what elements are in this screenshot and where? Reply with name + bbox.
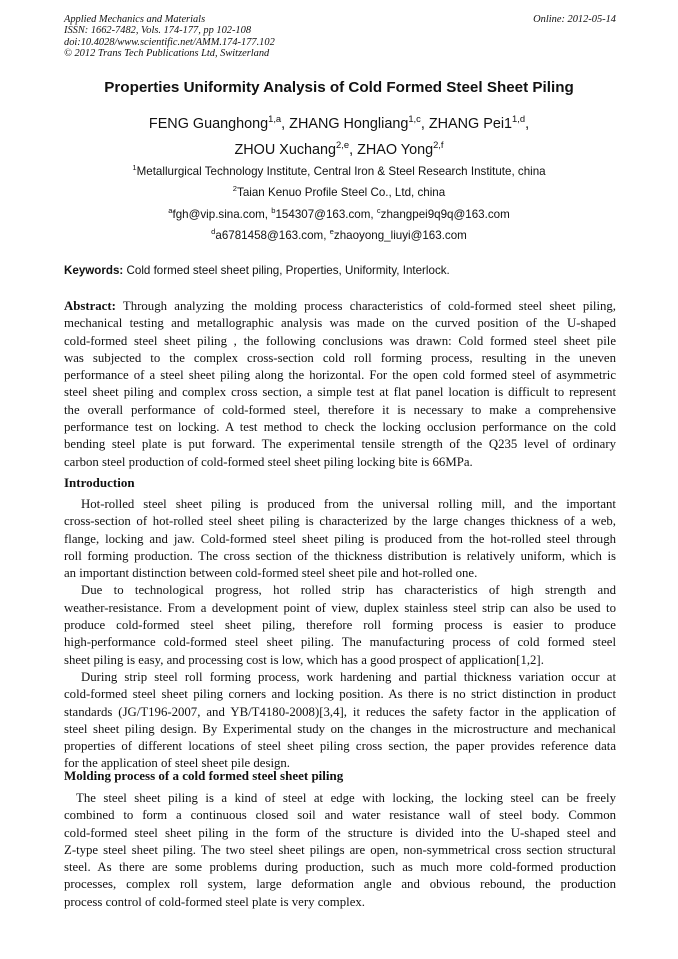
- doi-line: doi:10.4028/www.scientific.net/AMM.174-177.102: [64, 36, 275, 48]
- journal-name: Applied Mechanics and Materials: [64, 14, 206, 25]
- body-line: roll forming production. The cross section of the thickness distribution is relatively uniform, which is: [64, 548, 616, 563]
- running-header: [64, 14, 616, 60]
- abstract-label: Abstract:: [64, 299, 116, 313]
- body-line: cross-section of hot-rolled steel sheet piling is characterized by the large changes thickness of a web,: [64, 514, 616, 529]
- email-sup: a: [168, 206, 173, 215]
- body-line: standards (JG/T196-2007, and YB/T4180-2008)[3,4], it reduces the safety factor in the application of: [64, 704, 616, 719]
- molding-body: [64, 790, 616, 911]
- keywords-text: Cold formed steel sheet piling, Properties, Uniformity, Interlock.: [123, 264, 450, 277]
- body-line: for the application of steel sheet pile design.: [64, 756, 291, 771]
- author-name: ZHAO Yong: [357, 142, 434, 158]
- abstract-line: performance test on locking. A test method to check the locking occlusion performance on the cold: [64, 420, 616, 435]
- email-sup: d: [211, 227, 216, 236]
- affiliation-sup: 1: [132, 163, 137, 172]
- introduction-body: [64, 496, 616, 773]
- affiliation-text: Metallurgical Technology Institute, Central Iron & Steel Research Institute, china: [136, 165, 546, 178]
- author-line-1: FENG Guanghong$^{1,a}$, ZHANG Hongliang$^{1,c}$, ZHANG Pei1$^{1,d}$,: [148, 113, 530, 132]
- author-sup: 1,a: [268, 113, 282, 124]
- abstract: [64, 298, 616, 471]
- body-line: produce cold-formed steel sheet piling, therefore roll forming process is easier to produce: [64, 618, 616, 633]
- body-line: properties of different locations of steel sheet piling cross section, the paper provides reference data: [64, 739, 616, 754]
- email-address: 154307@163.com,: [275, 208, 377, 221]
- abstract-line: was subjected to the complex cross-section cold roll forming process, resulting in the uneven: [64, 350, 616, 365]
- email-sup: c: [376, 206, 381, 215]
- keywords-label: Keywords:: [64, 264, 124, 277]
- author-name: ZHOU Xuchang: [234, 142, 337, 158]
- body-line: process control of cold-formed steel plate is very complex.: [64, 894, 365, 909]
- body-line: processes, complex roll system, large deformation angle and obvious rebound, the production: [64, 877, 616, 892]
- issn-line: ISSN: 1662-7482, Vols. 174-177, pp 102-108: [64, 25, 252, 37]
- body-line: cold-formed steel sheet piling in the form of the structure is divided into the U-shaped steel and: [64, 825, 616, 840]
- body-line: high-performance cold-formed steel sheet piling. The manufacturing process of cold formed steel: [64, 635, 616, 650]
- body-line: weather-resistance. From a development point of view, duplex stainless steel strip can also be used to: [64, 600, 616, 615]
- affiliation-text: Taian Kenuo Profile Steel Co., Ltd, china: [237, 186, 446, 199]
- body-line: flange, locking and jaw. Cold-formed steel sheet piling is produced from the hot-rolled steel through: [64, 531, 616, 546]
- author-sup: 1,c: [408, 113, 421, 124]
- section-heading-molding: Molding process of a cold formed steel sheet piling: [64, 768, 344, 783]
- author-name: FENG Guanghong: [148, 116, 269, 132]
- body-line: combined to form a continuous closed soil and water resistance wall of steel body. Common: [64, 808, 616, 823]
- section-heading-introduction: Introduction: [64, 475, 135, 490]
- body-line: steel. As there are some problems during production, such as much more cold-formed production: [64, 860, 616, 875]
- body-line: steel sheet piling design. By Experimental study on the changes in the microstructure and mechanical: [64, 721, 616, 736]
- affiliation-sup: 2: [232, 184, 238, 193]
- paper-title: Properties Uniformity Analysis of Cold Formed Steel Sheet Piling: [104, 79, 574, 96]
- body-line: The steel sheet piling is a kind of steel at edge with locking, the locking steel can be freely: [76, 791, 616, 805]
- affiliation-2: [40, 186, 638, 200]
- keywords: [64, 264, 616, 278]
- author-list: [40, 111, 638, 163]
- body-line: During strip steel roll forming process, work hardening and partial thickness variation occur at: [81, 669, 616, 684]
- email-address: fgh@vip.sina.com,: [172, 208, 272, 221]
- email-address: zhaoyong_liuyi@163.com: [333, 229, 467, 242]
- author-line-2: ZHOU Xuchang$^{2,e}$, ZHAO Yong$^{2,f}$: [234, 139, 444, 158]
- affiliation-1: [40, 165, 638, 179]
- body-line: sheet piling is easy, and processing cost is low, which has a good prospect of application[1,2].: [64, 652, 544, 667]
- abstract-line-text: Through analyzing the molding process characteristics of cold-formed steel sheet piling,: [115, 299, 616, 313]
- body-line: Due to technological progress, hot rolled strip has characteristics of high strength and: [81, 583, 616, 598]
- body-line: Hot-rolled steel sheet piling is produced from the universal rolling mill, and the important: [81, 497, 616, 511]
- email-sup: e: [329, 227, 334, 236]
- online-date: Online: 2012-05-14: [533, 14, 616, 25]
- abstract-line: cold-formed steel sheet piling , the following conclusions was drawn: Cold formed steel sheet pile: [64, 333, 616, 348]
- abstract-line: steel sheet piling and complex cross section, a simple test at flat panel location is difficult to represent: [64, 385, 616, 400]
- email-line-2: [40, 229, 638, 243]
- email-address: a6781458@163.com,: [215, 229, 330, 242]
- author-sup: 2,e: [336, 139, 350, 150]
- abstract-line: mechanical testing and metallographic analysis was made on the curved position of the U-shaped: [64, 316, 616, 331]
- email-sup: b: [271, 206, 276, 215]
- body-line: cold-formed steel sheet piling corners and locking position. As there is no strict distinction in product: [64, 687, 616, 702]
- author-sup: 2,f: [433, 139, 444, 150]
- abstract-line: the overall performance of cold-formed steel, therefore it is necessary to make a comprehensive: [64, 402, 616, 417]
- abstract-line: [64, 298, 616, 315]
- copyright-line: © 2012 Trans Tech Publications Ltd, Switzerland: [64, 48, 270, 60]
- email-address: zhangpei9q9q@163.com: [380, 208, 510, 221]
- body-line: Z-type steel sheet piling. The two steel sheet pilings are open, non-symmetrical cross section structural: [64, 842, 616, 857]
- abstract-line: carbon steel production of cold-formed steel sheet piling locking bite is 66MPa.: [64, 454, 473, 469]
- abstract-line: bending steel plate is put forward. The experimental tensile strength of the Q235 level of ordinary: [64, 437, 616, 452]
- email-line-1: [40, 208, 638, 222]
- author-name: ZHANG Pei1: [428, 116, 513, 132]
- author-sup: 1,d: [512, 113, 526, 124]
- abstract-line: performance of a steel sheet piling along the horizontal. For the open cold formed steel of asymmetric: [64, 368, 616, 383]
- author-name: ZHANG Hongliang: [289, 116, 409, 132]
- body-line: an important distinction between cold-formed steel sheet pile and hot-rolled one.: [64, 566, 478, 581]
